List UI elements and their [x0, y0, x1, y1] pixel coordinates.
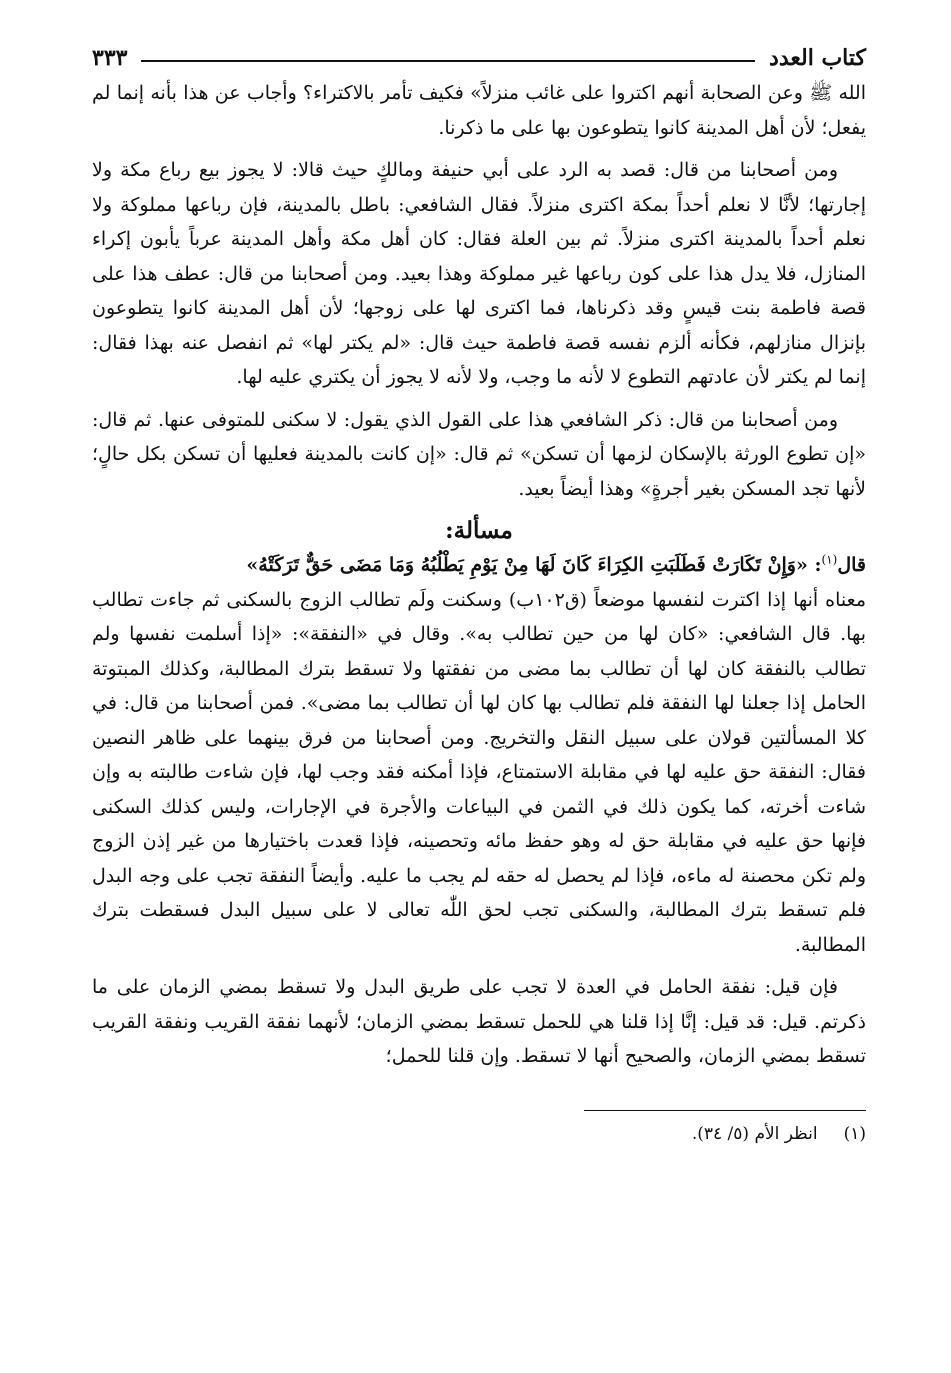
paragraph: معناه أنها إذا اكترت لنفسها موضعاً (ق١٠٢ب) وسكنت ولَم تطالب الزوج بالسكنى ثم جاءت تطالب بها. قال الشافعي: «كان لها من حين تطالب به». وقال في «النفقة»: «إذا أسلمت نفسها ولم تطالب بالنفقة كان لها أن تطالب بما مضى من نفقتها ولا تسقط بترك المطالبة، وكذلك المبتوتة الحامل إذا جعلنا لها النفقة فلم تطالب بها كان لها أن تطالب بما مضى». فمن أصحابنا من قال: في كلا المسألتين قولان على سبيل النقل والتخريج. ومن أصحابنا من فرق بينهما على ظاهر النصين فقال: النفقة حق عليه لها في مقابلة الاستمتاع، فإذا أمكنه فقد وجب لها، فإن شاءت طالبته به وإن شاءت أخرته، كما يكون ذلك في الثمن في البياعات والأجرة في الإجارات، وليس كذلك السكنى فإنها حق عليه في مقابلة حق له وهو حفظ مائه وتحصينه، فإذا قعدت باختيارها من غير إذن الزوج ولم تكن محصنة له ماءه، فإذا لم يحصل له حقه لم يجب ما عليه. وأيضاً النفقة تجب على وجه البدل فلم تسقط بترك المطالبة، والسكنى تجب لحق اللّٰه تعالى لا على سبيل البدل فسقطت بترك المطالبة.: [92, 588, 866, 956]
page-header: [92, 40, 866, 76]
page-number: ٣٣٣: [92, 45, 128, 71]
paragraph: فإن قيل: نفقة الحامل في العدة لا تجب على طريق البدل ولا تسقط بمضي الزمان على ما ذكرتم. قيل: قد قيل: إنَّا إذا قلنا هي للحمل تسقط بمضي الزمان؛ لأنهما نفقة القريب ونفقة القريب تسقط بمضي الزمان، والصحيح أنها لا تسقط. وإن قلنا للحمل؛: [92, 976, 866, 1067]
footnote-number: (١): [843, 1123, 866, 1144]
header-rule: [141, 60, 755, 62]
paragraph: الله ﷺ وعن الصحابة أنهم اكتروا على غائب منزلاً» فكيف تأمر بالاكتراء؟ وأجاب عن هذا بأنه إنما لم يفعل؛ لأن أهل المدينة كانوا يتطوعون بها على ما ذكرنا.: [92, 82, 866, 139]
paragraph: ومن أصحابنا من قال: ذكر الشافعي هذا على القول الذي يقول: لا سكنى للمتوفى عنها. ثم قال: «إن تطوع الورثة بالإسكان لزمها أن تسكن» ثم قال: «إن كانت بالمدينة فعليها أن تسكن بكل حالٍ؛ لأنها تجد المسكن بغير أجرةٍ» وهذا أيضاً بعيد.: [92, 408, 866, 500]
paragraph: ومن أصحابنا من قال: قصد به الرد على أبي حنيفة ومالكٍ حيث قالا: لا يجوز بيع رباع مكة ولا إجارتها؛ لأنَّا لا نعلم أحداً بمكة اكترى منزلاً. فقال الشافعي: باطل بالمدينة، فإن رباعها مملوكة ولا نعلم أحداً بالمدينة اكترى منزلاً. ثم بين العلة فقال: كان أهل مكة وأهل المدينة عرباً يأبون إكراء المنازل، فلا يدل هذا على كون رباعها غير مملوكة وهذا بعيد. ومن أصحابنا من قال: عطف هذا على قصة فاطمة بنت قيسٍ وقد ذكرناها، فما اكترى لها على زوجها؛ لأن أهل المدينة كانوا يتطوعون بإنزال منازلهم، فكأنه ألزم نفسه قصة فاطمة حيث قال: «لم يكتر لها» ثم انفصل عنه بهذا فقال: إنما لم يكتر لأن عادتهم التطوع لا لأنه ما وجب، ولا لأنه لا يجوز أن يكتري عليه لها.: [92, 159, 866, 388]
footnote-rule: [584, 1110, 866, 1111]
page: [92, 40, 866, 1149]
section-heading: مسألة:: [445, 517, 513, 544]
quote-label: قال: [837, 554, 866, 576]
running-title: كتاب العدد: [769, 45, 866, 71]
footnote-text: انظر الأم (٥/ ٣٤).: [691, 1123, 818, 1144]
quote-text: : «وَإِنْ تَكَارَتْ فَطَلَبَتِ الكِرَاءَ كَانَ لَهَا مِنْ يَوْمِ يَطْلُبُهُ وَمَا مَضَى حَقٌّ تَرَكَتْهُ»: [246, 554, 822, 576]
quoted-text-line: [92, 548, 866, 583]
footnote: [92, 1119, 866, 1149]
footnote-ref: (١): [821, 552, 838, 567]
